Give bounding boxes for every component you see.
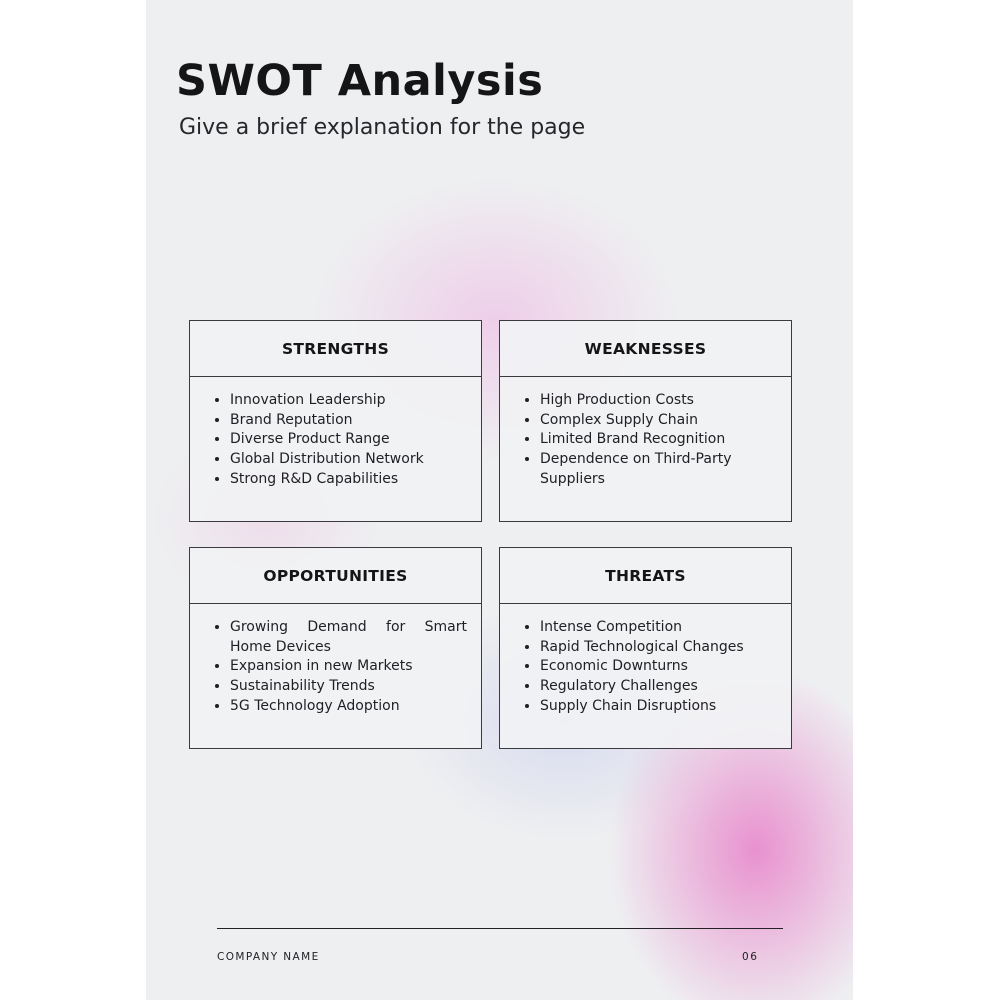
opportunities-box: [189, 547, 482, 749]
strengths-item: • Strong R&D Capabilities: [230, 470, 467, 490]
threats-item: • Rapid Technological Changes: [540, 638, 777, 658]
document-page: [146, 0, 853, 1000]
opportunities-item: • Sustainability Trends: [230, 677, 467, 697]
strengths-list: [190, 377, 481, 490]
footer-divider: [217, 928, 783, 929]
footer-page-number: 06: [742, 951, 759, 963]
footer-company-name: COMPANY NAME: [217, 951, 320, 963]
strengths-box: [189, 320, 482, 522]
weaknesses-item: • Dependence on Third-Party Suppliers: [540, 450, 777, 489]
weaknesses-item: • Complex Supply Chain: [540, 411, 777, 431]
threats-item: • Supply Chain Disruptions: [540, 697, 777, 717]
weaknesses-item: • High Production Costs: [540, 391, 777, 411]
threats-item: • Economic Downturns: [540, 657, 777, 677]
weaknesses-box: [499, 320, 792, 522]
opportunities-item: • Expansion in new Markets: [230, 657, 467, 677]
weaknesses-list: [500, 377, 791, 490]
threats-item: • Regulatory Challenges: [540, 677, 777, 697]
opportunities-heading: OPPORTUNITIES: [190, 548, 481, 604]
weaknesses-item: • Limited Brand Recognition: [540, 430, 777, 450]
page-title: SWOT Analysis: [176, 56, 544, 106]
threats-list: [500, 604, 791, 717]
threats-box: [499, 547, 792, 749]
threats-item: • Intense Competition: [540, 618, 777, 638]
opportunities-item: • 5G Technology Adoption: [230, 697, 467, 717]
page-subtitle: Give a brief explanation for the page: [179, 115, 586, 140]
strengths-item: • Global Distribution Network: [230, 450, 467, 470]
strengths-item: • Brand Reputation: [230, 411, 467, 431]
opportunities-list: [190, 604, 481, 717]
opportunities-item: • Growing Demand for Smart Home Devices: [230, 618, 467, 657]
weaknesses-heading: WEAKNESSES: [500, 321, 791, 377]
threats-heading: THREATS: [500, 548, 791, 604]
strengths-item: • Diverse Product Range: [230, 430, 467, 450]
strengths-heading: STRENGTHS: [190, 321, 481, 377]
strengths-item: • Innovation Leadership: [230, 391, 467, 411]
